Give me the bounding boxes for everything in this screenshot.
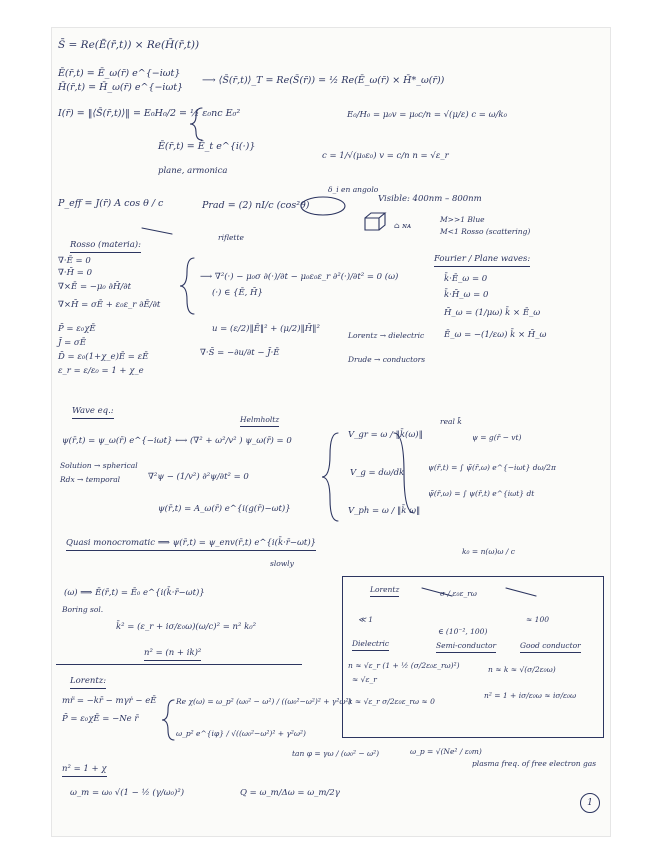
slowly-label: slowly (270, 559, 294, 568)
h-field-expression: H̄(r̄,t) = H̄_ω(r̄) e^{−iωt} (58, 82, 184, 93)
regimes-ratio: σ / ε₀ε_rω (440, 589, 477, 598)
regimes-title: Lorentz (370, 584, 399, 597)
regimes-box (342, 576, 604, 738)
transverse-h: k̄·H̄_ω = 0 (444, 290, 489, 300)
lorentz-dielectric: Lorentz → dielectric (348, 331, 425, 340)
conductor-n-squared: n² = 1 + iσ/ε₀ω ≈ iσ/ε₀ω (484, 691, 577, 700)
speed-relations: c = 1/√(μ₀ε₀) v = c/n n = √ε_r (322, 151, 449, 161)
dielectric-k: k ≈ √ε_r σ/2ε₀ε_rω ≈ 0 (348, 697, 435, 706)
field-set: (·) ∈ {Ē, H̄} (212, 288, 263, 298)
equation-of-motion: mr̈ = −kr̄ − mγṙ − eĒ (62, 696, 157, 706)
regime-high: ≈ 100 (526, 615, 549, 624)
scatter-blue: M>>1 Blue (440, 215, 485, 224)
group-velocity-1: V_gr = ω / ‖k̄(ω)‖ (348, 430, 423, 440)
g-function: ψ = g(r̄ − vt) (472, 433, 522, 442)
plane-wave-solution: (ω) ⟹ Ē(r̄,t) = Ē₀ e^{i(k̄·r̄−ωt)} (64, 588, 205, 598)
plane-harmonic-label: plane, armonica (158, 166, 228, 176)
wave-heading: Wave eq.: (72, 406, 114, 419)
notebook-page (52, 28, 610, 836)
complex-index: n² = (n + ik)² (144, 648, 201, 661)
scatter-red: M<1 Rosso (scattering) (440, 227, 531, 236)
plane-wave-field: Ē(r̄,t) = Ē_t e^{i(·)} (158, 141, 256, 152)
dispersion-relation: k̄² = (ε_r + iσ/ε₀ω)(ω/c)² = n² k₀² (116, 622, 257, 632)
susceptibility-phase: ω_p² e^{iφ} / √((ω₀²−ω²)² + γ²ω²) (176, 729, 306, 738)
wave-form: ψ(r̄,t) = A_ω(r̄) e^{i(g(r̄)−ωt)} (158, 504, 291, 514)
transverse-e: k̄·Ē_ω = 0 (444, 274, 488, 284)
phase-angle: tan φ = γω / (ω₀² − ω²) (292, 749, 380, 758)
fourier-transform: ψ(r̄,t) = ∫ ψ̃(r̄,ω) e^{−iωt} dω/2π (428, 463, 556, 472)
susceptibility: Re χ(ω) = ω_p² (ω₀² − ω²) / ((ω₀²−ω²)² + γ²ω²) (176, 697, 352, 706)
helmholtz-equation: ψ(r̄,t) = ψ_ω(r̄) e^{−iωt} ⟷ (∇² + ω²/v² ) ψ_ω(r̄) = 0 (62, 436, 292, 446)
angle-note: δ_i en angolo (328, 185, 379, 194)
lorentz-heading: Lorentz: (70, 676, 106, 689)
regime-mid: ∈ (10⁻², 100) (438, 627, 488, 636)
intensity-formula: I(r̄) = ‖⟨S̄(r̄,t)⟩‖ = E₀H₀/2 = ½ ε₀nc E₀² (58, 108, 241, 119)
regime-low: ≪ 1 (358, 615, 374, 624)
maxwell-div-h: ∇·H̄ = 0 (58, 268, 92, 278)
displacement: D̄ = ε₀(1+χ_e)Ē = εĒ (58, 352, 149, 362)
plasma-frequency: ω_p = √(Ne² / ε₀m) (410, 747, 482, 756)
polarization: P̄ = ε₀χĒ (58, 324, 96, 334)
dielectric-n: n ≈ √ε_r (1 + ½ (σ/2ε₀ε_rω)²) (348, 661, 460, 670)
wavenumber: k₀ = n(ω)ω / c (462, 547, 516, 556)
energy-density: u = (ε/2)‖Ē‖² + (μ/2)‖H̄‖² (212, 324, 320, 334)
quasi-monochromatic: Quasi monocromatic ⟹ ψ(r̄,t) = ψ_env(r̄,t) e^{i(k̄·r̄−ωt)} (66, 538, 316, 551)
impedance-ratio: E₀/H₀ = μ₀v = μ₀c/n = √(μ/ε) c = ω/k₀ (347, 110, 507, 120)
poynting-theorem: ∇·S̄ = −∂u/∂t − J̄·Ē (200, 348, 280, 358)
divider (56, 664, 302, 665)
semiconductor-label: Semi-conductor (436, 640, 496, 653)
time-average-poynting: ⟶ ⟨S̄(r̄,t)⟩_T = Re(S̄(r̄)) = ½ Re(Ē_ω(r̄) × H̄*_ω(r̄)) (202, 75, 445, 86)
wave-operator: ⟶ ∇²(·) − μ₀σ ∂(·)/∂t − μ₀ε₀ε_r ∂²(·)/∂t² = 0 (ω) (200, 272, 399, 282)
polarization-n: P̄ = ε₀χĒ = −Ne r̄ (62, 714, 139, 724)
resonance-frequency: ω_m = ω₀ √(1 − ½ (γ/ω₀)²) (70, 788, 185, 798)
current-density: J̄ = σĒ (58, 338, 86, 348)
index-relation: n² = 1 + χ (62, 764, 107, 777)
wave-equation: ∇²ψ − (1/v²) ∂²ψ/∂t² = 0 (148, 472, 249, 482)
radiation-pressure: Prad = (2) nI/c (cos²θ) (202, 200, 310, 211)
visible-range: Visible: 400nm – 800nm (378, 194, 482, 204)
e-field-expression: Ē(r̄,t) = Ē_ω(r̄) e^{−iωt} (58, 68, 181, 79)
h-from-k: H̄_ω = (1/μω) k̄ × Ē_ω (444, 308, 541, 318)
drude-conductors: Drude → conductors (348, 355, 426, 364)
fourier-heading: Fourier / Plane waves: (434, 254, 530, 267)
poynting-vector: S̄ = Re(Ē(r̄,t)) × Re(H̄(r̄,t)) (58, 39, 200, 51)
plasma-note: plasma freq. of free electron gas (472, 759, 597, 768)
maxwell-heading: Rosso (materia): (70, 240, 141, 253)
helmholtz-label: Helmholtz (240, 414, 279, 427)
solution-spherical: Solution → spherical (60, 461, 138, 470)
rdx-temporal: Rdx → temporal (60, 475, 121, 484)
conductor-n: n ≈ k ≈ √(σ/2ε₀ω) (488, 665, 556, 674)
maxwell-curl-e: ∇×Ē = −μ₀ ∂H̄/∂t (58, 282, 132, 292)
effective-pressure: P_eff = J(r̄) A cos θ / c (58, 198, 164, 209)
good-conductor-label: Good conductor (520, 640, 581, 653)
page-number: 1 (580, 793, 600, 813)
reflect-note: riflette (218, 233, 244, 242)
phase-velocity: V_ph = ω / ‖k̄ ω‖ (348, 506, 421, 516)
group-velocity: V_g = dω/dk (350, 468, 405, 478)
inverse-transform: ψ̃(r̄,ω) = ∫ ψ(r̄,t) e^{iωt} dt (428, 489, 535, 498)
cube-label: ⌂ ɴᴀ (394, 221, 412, 230)
maxwell-div-e: ∇·Ē = 0 (58, 256, 91, 266)
dielectric-label: Dielectric (352, 638, 389, 651)
relative-permittivity: ε_r = ε/ε₀ = 1 + χ_e (58, 366, 144, 376)
quality-factor: Q = ω_m/Δω = ω_m/2γ (240, 788, 340, 798)
e-from-k: Ē_ω = −(1/εω) k̄ × H̄_ω (444, 330, 547, 340)
maxwell-curl-h: ∇×H̄ = σĒ + ε₀ε_r ∂Ē/∂t (58, 300, 161, 310)
real-k: real k̄ (440, 417, 462, 426)
boring-sol: Boring sol. (62, 605, 104, 614)
dielectric-n-approx: ≈ √ε_r (352, 675, 377, 684)
